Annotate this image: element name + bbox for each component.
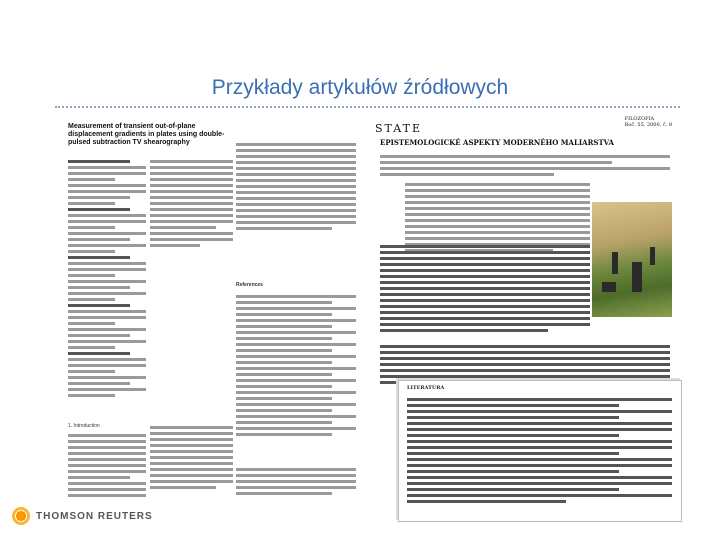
article-thumbnail-shearography [68, 123, 233, 518]
references-heading: References [236, 282, 263, 288]
section-heading: 1. Introduction [68, 423, 100, 429]
article-thumbnail-literature [398, 380, 682, 522]
thomson-reuters-logo [12, 507, 153, 525]
author-column [68, 157, 146, 400]
masthead: STATE [375, 122, 422, 135]
journal-name: FILOZOFIA [624, 116, 655, 122]
abstract-column [150, 157, 233, 250]
intro-block [380, 152, 670, 179]
text-block-main [380, 242, 590, 335]
article-thumbnail-filozofia [360, 112, 678, 382]
references-list [236, 292, 356, 439]
journal-info [625, 116, 672, 128]
thomson-reuters-logo-icon [12, 507, 30, 525]
literature-list [407, 395, 672, 506]
text-block [236, 140, 356, 233]
body-column-left [68, 431, 146, 500]
body-column-right [150, 423, 233, 492]
journal-issue: Roč. 55, 2000, č. 8 [624, 122, 672, 128]
logo-text: THOMSON REUTERS [36, 510, 153, 522]
slide-title: Przykłady artykułów źródłowych [211, 76, 509, 99]
painting-image [592, 202, 672, 317]
text-block-bottom [236, 465, 356, 498]
title-rule [55, 106, 680, 108]
article-thumbnail-references [236, 140, 356, 518]
article-title: Measurement of transient out-of-plane displacement gradients in plates using double-pulsed subtraction TV shearography [68, 123, 225, 146]
literature-heading: LITERATÚRA [407, 385, 445, 391]
article-title: EPISTEMOLOGICKÉ ASPEKTY MODERNÉHO MALIARSTVA [380, 138, 614, 147]
